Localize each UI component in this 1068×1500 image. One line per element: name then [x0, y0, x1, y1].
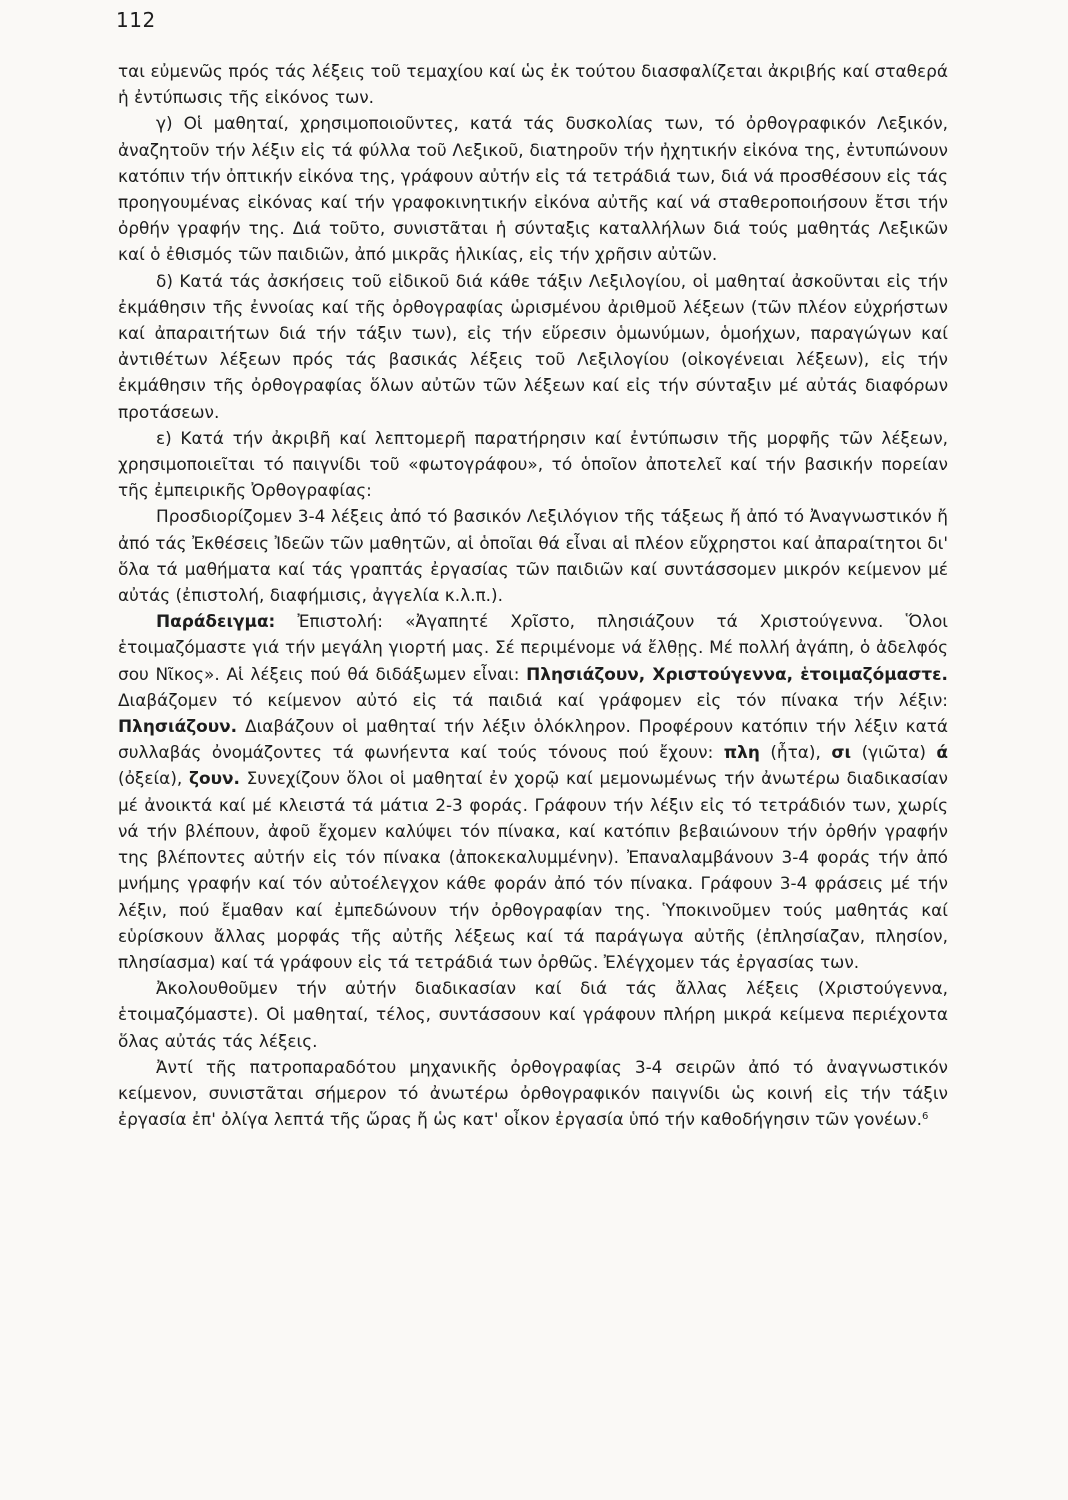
- example-text-5: (γιῶτα): [851, 742, 937, 763]
- syllable-1: πλη: [723, 742, 760, 763]
- paragraph-procedure: Προσδιορίζομεν 3-4 λέξεις ἀπό τό βασικόν Λεξιλόγιον τῆς τάξεως ἤ ἀπό τό Ἀναγνωστικόν ἤ ἀπό τάς Ἐκθέσεις Ἰδεῶν τῶν μαθητῶν, αἱ ὁποῖαι θά εἶναι αἱ πλέον εὔχρηστοι καί ἀπαραίτητοι δι' ὅλα τά μαθήματα καί τάς γραπτάς ἐργασίας τῶν παιδιῶν καί συντάσσομεν μικρόν κείμενον μέ αὐτάς (ἐπιστολή, διαφήμισις, ἀγγελία κ.λ.π.).: [118, 506, 948, 606]
- example-word: Πλησιάζουν.: [118, 716, 238, 737]
- example-text-3: Διαβάζουν οἱ μαθηταί τήν λέξιν ὁλόκληρον. Προφέρουν κατόπιν τήν λέξιν κατά συλλαβάς ὀνομάζοντες τά φωνήεντα καί τούς τόνους πού ἔχουν:: [118, 716, 948, 763]
- example-text-6: (ὀξεία),: [118, 768, 189, 789]
- example-label: Παράδειγμα:: [156, 611, 276, 632]
- paragraph-delta: δ) Κατά τάς ἀσκήσεις τοῦ εἰδικοῦ διά κάθε τάξιν Λεξιλογίου, οἱ μαθηταί ἀσκοῦνται εἰς τήν ἐκμάθησιν τῆς ἐννοίας καί τῆς ὀρθογραφίας ὡρισμένου ἀριθμοῦ λέξεων (τῶν πλέον εὐχρήστων καί ἀπαραιτήτων διά τήν τάξιν των), εἰς τήν εὕρεσιν ὁμωνύμων, ὁμοήχων, παραγώγων καί ἀντιθέτων λέξεων πρός τάς βασικάς λέξεις τοῦ Λεξιλογίου (οἰκογένειαι λέξεων), εἰς τήν ἐκμάθησιν τῆς ὀρθογραφίας ὅλων αὐτῶν τῶν λέξεων καί εἰς τήν σύνταξιν μέ αὐτάς διαφόρων προτάσεων.: [118, 270, 948, 422]
- example-words: Πλησιάζουν, Χριστούγεννα, ἑτοιμαζόμαστε.: [526, 663, 948, 684]
- paragraph-follow: Ἀκολουθοῦμεν τήν αὐτήν διαδικασίαν καί διά τάς ἄλλας λέξεις (Χριστούγεννα, ἑτοιμαζόμαστε). Οἱ μαθηταί, τέλος, συντάσσουν καί γράφουν πλήρη μικρά κείμενα περιέχοντα ὅλας αὐτάς τάς λέξεις.: [118, 978, 948, 1051]
- paragraph-final: [118, 1054, 948, 1133]
- page-number: 112: [116, 8, 156, 32]
- example-text-4: (ἦτα),: [759, 742, 832, 763]
- syllable-4: ζουν.: [189, 768, 240, 789]
- syllable-3: ά: [936, 742, 948, 763]
- body-text: [118, 58, 948, 1132]
- example-text-1: Ἐπιστολή: «Ἀγαπητέ Χρῖστο, πλησιάζουν τά Χριστούγεννα. Ὅλοι ἑτοιμαζόμαστε γιά τήν μεγάλη γιορτή μας. Σέ περιμένομε νά ἔλθῃς. Μέ πολλή ἀγάπη, ὁ ἀδελφός σου Νῖκος». Αἱ λέξεις πού θά διδάξωμεν εἶναι:: [118, 611, 948, 684]
- paragraph-epsilon: ε) Κατά τήν ἀκριβῆ καί λεπτομερῆ παρατήρησιν καί ἐντύπωσιν τῆς μορφῆς τῶν λέξεων, χρησιμοποιεῖται τό παιγνίδι τοῦ «φωτογράφου», τό ὁποῖον ἀποτελεῖ καί τήν βασικήν πορείαν τῆς ἐμπειρικῆς Ὀρθογραφίας:: [118, 427, 948, 501]
- footnote-marker: 6: [922, 1111, 929, 1123]
- paragraph-example: [118, 608, 948, 975]
- example-text-2: Διαβάζομεν τό κείμενον αὐτό εἰς τά παιδιά καί γράφομεν εἰς τόν πίνακα τήν λέξιν:: [118, 689, 948, 710]
- final-text: Ἀντί τῆς πατροπαραδότου μηχανικῆς ὀρθογραφίας 3-4 σειρῶν ἀπό τό ἀναγνωστικόν κείμενον, συνιστᾶται σήμερον τό ἀνωτέρω ὀρθογραφικόν παιγνίδι ὡς κοινή εἰς τήν τάξιν ἐργασία ἐπ' ὀλίγα λεπτά τῆς ὥρας ἤ ὡς κατ' οἶκον ἐργασία ὑπό τήν καθοδήγησιν τῶν γονέων.: [118, 1056, 948, 1130]
- paragraph-continuation: ται εὐμενῶς πρός τάς λέξεις τοῦ τεμαχίου καί ὡς ἐκ τούτου διασφαλίζεται ἀκριβής καί σταθερά ἡ ἐντύπωσις τῆς εἰκόνος των.: [118, 61, 948, 108]
- example-text-7: Συνεχίζουν ὅλοι οἱ μαθηταί ἐν χορῷ καί μεμονωμένως τήν ἀνωτέρω διαδικασίαν μέ ἀνοικτά καί μέ κλειστά τά μάτια 2-3 φοράς. Γράφουν τήν λέξιν εἰς τό τετράδιόν των, χωρίς νά τήν βλέπουν, ἀφοῦ ἔχομεν καλύψει τόν πίνακα, καί κατόπιν βεβαιώνουν τήν ὀρθήν γραφήν της βλέποντες αὐτήν εἰς τόν πίνακα (ἀποκεκαλυμμένην). Ἐπαναλαμβάνουν 3-4 φοράς τήν ἀπό μνήμης γραφήν καί τόν αὐτοέλεγχον κάθε φοράν ἀπό τόν πίνακα. Γράφουν 3-4 φράσεις μέ τήν λέξιν, πού ἔμαθαν καί ἐμπεδώνουν τήν ὀρθογραφίαν της. Ὑποκινοῦμεν τούς μαθητάς καί εὑρίσκουν ἄλλας μορφάς τῆς αὐτῆς λέξεως καί τά παράγωγα αὐτῆς (ἐπλησίαζαν, πλησίον, πλησίασμα) καί τά γράφουν εἰς τά τετράδιά των ὀρθῶς. Ἐλέγχομεν τάς ἐργασίας των.: [118, 768, 948, 972]
- paragraph-gamma: γ) Οἱ μαθηταί, χρησιμοποιοῦντες, κατά τάς δυσκολίας των, τό ὀρθογραφικόν Λεξικόν, ἀναζητοῦν τήν λέξιν εἰς τά φύλλα τοῦ Λεξικοῦ, διατηροῦν τήν ἠχητικήν εἰκόνα της, ἐντυπώνουν κατόπιν τήν ὀπτικήν εἰκόνα της, γράφουν αὐτήν εἰς τά τετράδιά των, διά νά προσθέσουν εἰς τάς προηγουμένας εἰκόνας καί τήν γραφοκινητικήν εἰκόνα αὐτῆς καί νά σταθεροποιήσουν ἔτσι τήν ὀρθήν γραφήν της. Διά τοῦτο, συνιστᾶται ἡ σύνταξις καταλλήλων διά τούς μαθητάς Λεξικῶν καί ὁ ἐθισμός τῶν παιδιῶν, ἀπό μικρᾶς ἡλικίας, εἰς τήν χρῆσιν αὐτῶν.: [118, 113, 948, 265]
- syllable-2: σι: [831, 742, 852, 763]
